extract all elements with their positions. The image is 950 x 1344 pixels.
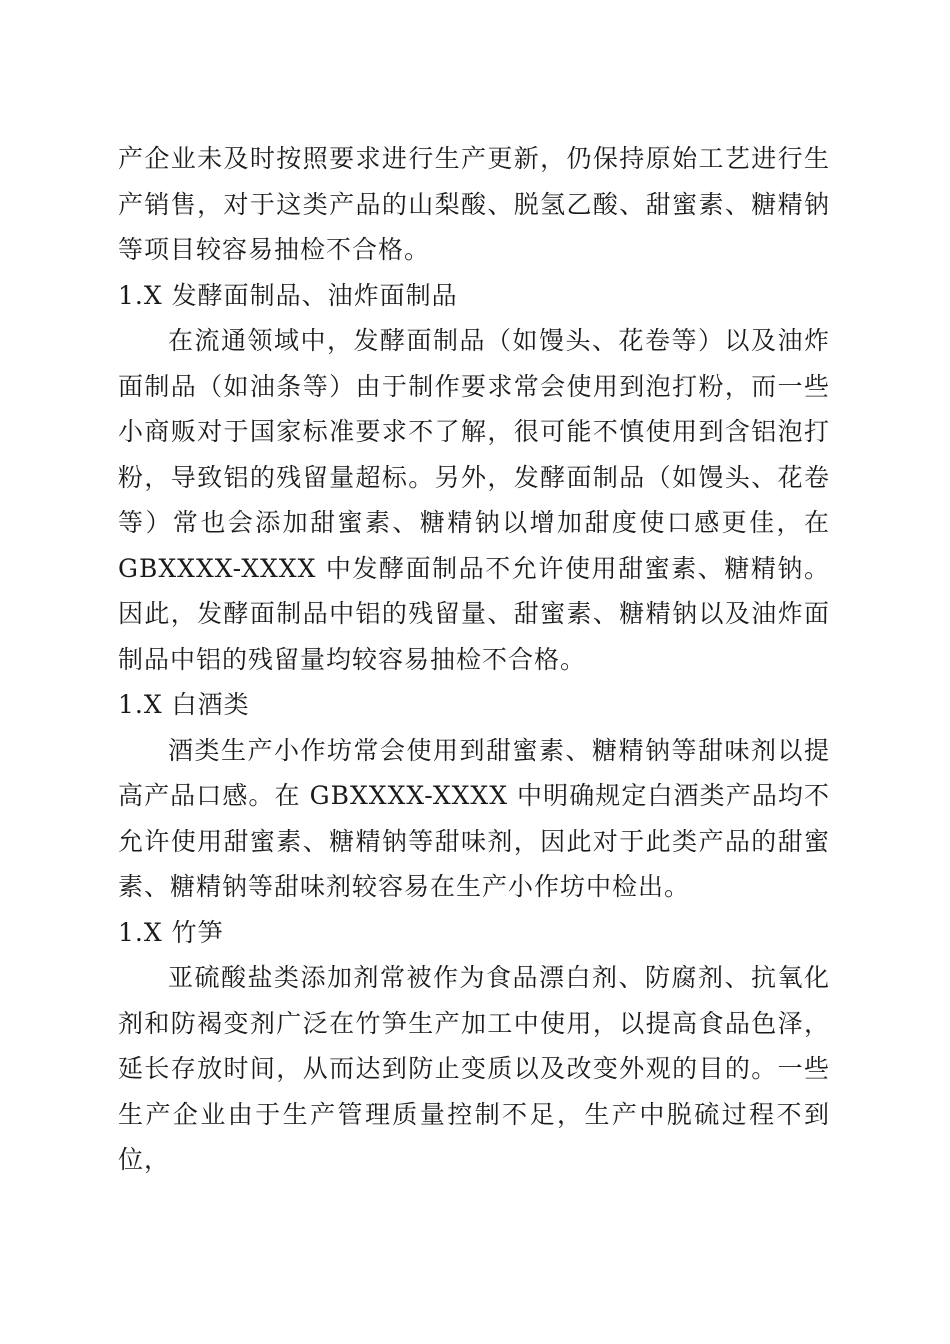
paragraph-continuation: 产企业未及时按照要求进行生产更新，仍保持原始工艺进行生产销售，对于这类产品的山梨酸、脱氢乙酸、甜蜜素、糖精钠等项目较容易抽检不合格。 — [118, 144, 830, 264]
section-heading-fermented-noodles: 1.X 发酵面制品、油炸面制品 — [118, 280, 458, 310]
document-body — [118, 136, 830, 1183]
paragraph-fermented-noodles: 在流通领域中，发酵面制品（如馒头、花卷等）以及油炸面制品（如油条等）由于制作要求常会使用到泡打粉，而一些小商贩对于国家标准要求不了解，很可能不慎使用到含铝泡打粉，导致铝的残留量超标。另外，发酵面制品（如馒头、花卷等）常也会添加甜蜜素、糖精钠以增加甜度使口感更佳，在 GBXXXX-XXXX 中发酵面制品不允许使用甜蜜素、糖精钠。因此，发酵面制品中铝的残留量、甜蜜素、糖精钠以及油炸面制品中铝的残留量均较容易抽检不合格。 — [118, 326, 830, 674]
section-heading-liquor: 1.X 白酒类 — [118, 690, 250, 719]
paragraph-bamboo-shoots: 亚硫酸盐类添加剂常被作为食品漂白剂、防腐剂、抗氧化剂和防褐变剂广泛在竹笋生产加工中使用，以提高食品色泽，延长存放时间，从而达到防止变质以及改变外观的目的。一些生产企业由于生产管理质量控制不足，生产中脱硫过程不到位， — [118, 963, 830, 1174]
paragraph-liquor: 酒类生产小作坊常会使用到甜蜜素、糖精钠等甜味剂以提高产品口感。在 GBXXXX-XXXX 中明确规定白酒类产品均不允许使用甜蜜素、糖精钠等甜味剂，因此对于此类产品的甜蜜素、糖精钠等甜味剂较容易在生产小作坊中检出。 — [118, 735, 830, 901]
section-heading-bamboo-shoots: 1.X 竹笋 — [118, 917, 224, 947]
